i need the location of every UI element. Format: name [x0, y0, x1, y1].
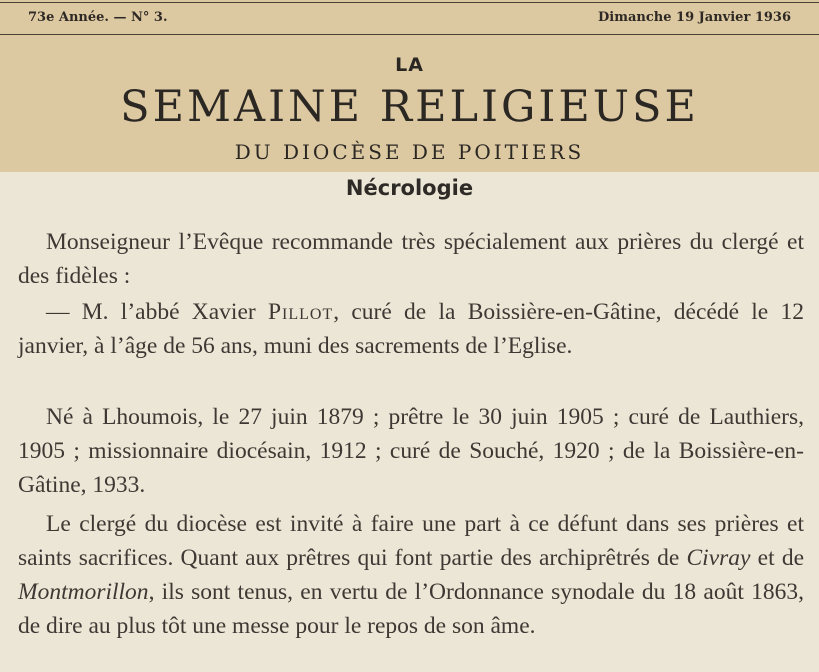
instructions-text-1: Le clergé du diocèse est invité à faire une part à ce défunt dans ses prières et saints sacrifices. Quant aux prêtres qui font partie des archiprêtrés de — [18, 511, 804, 571]
top-rule — [0, 2, 819, 3]
paragraph-deceased — [18, 295, 804, 363]
deceased-details-text: , curé de la Boissière-en-Gâtine, décédé le 12 janvier, à l’âge de 56 ans, muni des sacrements de l’Eglise. — [18, 299, 804, 359]
paragraph-instructions — [18, 507, 804, 643]
publication-title: SEMAINE RELIGIEUSE — [120, 82, 699, 132]
place-montmorillon: Montmorillon — [18, 579, 149, 605]
deceased-intro-text: — M. l’abbé Xavier — [46, 299, 268, 325]
header-rule — [0, 34, 819, 35]
masthead — [0, 0, 819, 172]
issue-number: 73e Année. — N° 3. — [28, 10, 168, 25]
paragraph-biography: Né à Lhoumois, le 27 juin 1879 ; prêtre le 30 juin 1905 ; curé de Lauthiers, 1905 ; missionnaire diocésain, 1912 ; curé de Souché, 1920 ; de la Boissière-en-Gâtine, 1933. — [18, 404, 804, 498]
section-title: Nécrologie — [345, 176, 474, 200]
issue-date: Dimanche 19 Janvier 1936 — [598, 10, 791, 25]
issue-line — [0, 8, 819, 28]
place-civray: Civray — [686, 545, 751, 571]
deceased-surname: Pillot — [267, 299, 334, 325]
paragraph-intro: Monseigneur l’Evêque recommande très spécialement aux prières du clergé et des fidèles : — [18, 229, 804, 289]
instructions-text-3: , ils sont tenus, en vertu de l’Ordonnance synodale du 18 août 1863, de dire au plus tôt une messe pour le repos de son âme. — [18, 579, 804, 639]
instructions-text-2: et de — [750, 545, 805, 571]
publication-subtitle: DU DIOCÈSE DE POITIERS — [234, 140, 585, 164]
publication-article: LA — [395, 54, 424, 76]
